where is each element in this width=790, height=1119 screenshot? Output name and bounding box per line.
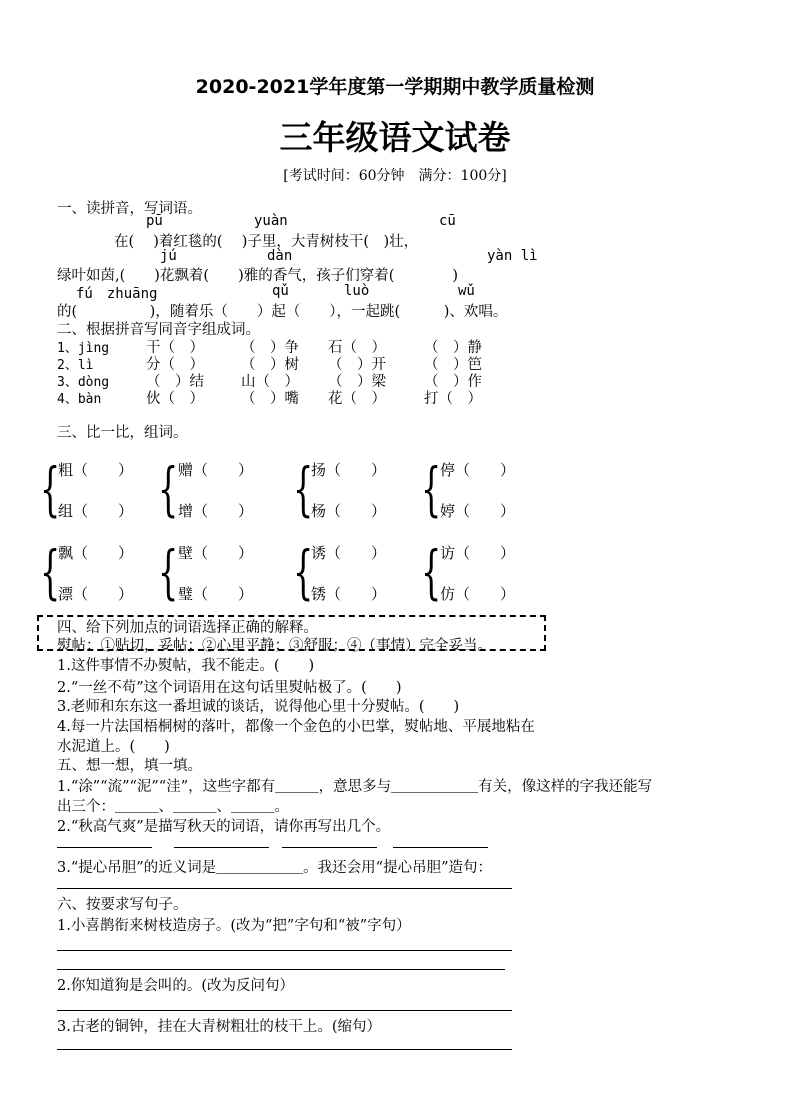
row-cell: 石（ ） bbox=[328, 340, 386, 356]
brace-icon: { bbox=[421, 455, 442, 523]
s4-question-4b: 水泥道上。( ) bbox=[57, 739, 170, 755]
s6-question-2: 2.你知道狗是会叫的。(改为反问句） bbox=[57, 978, 294, 994]
section-4-heading: 四、给下列加点的词语选择正确的解释。 bbox=[57, 620, 318, 636]
s5-question-1a: 1.“涂”“流”“泥”“洼”，这些字都有＿＿＿，意思多与＿＿＿＿＿＿有关，像这样的字我还能写 bbox=[57, 779, 653, 795]
row-cell: （ ）树 bbox=[241, 357, 299, 373]
section-2-heading: 二、根据拼音写同音字组成词。 bbox=[57, 322, 260, 338]
s6-question-1: 1.小喜鹊衔来树枝造房子。(改为“把”字句和“被”字句） bbox=[57, 918, 411, 934]
paper-title: 三年级语文试卷 bbox=[279, 118, 511, 157]
answer-line[interactable] bbox=[174, 847, 269, 848]
s4-question-1: 1.这件事情不办熨帖，我不能走。( ) bbox=[57, 658, 315, 674]
answer-line[interactable] bbox=[393, 847, 488, 848]
compare-item: 赠（ ） bbox=[178, 461, 254, 479]
row-cell: 花（ ） bbox=[328, 391, 386, 407]
row-cell: 打（ ） bbox=[424, 391, 482, 407]
row-cell: 干（ ） bbox=[146, 340, 204, 356]
s1-line-2: 绿叶如茵,( )花飘着( )雅的香气，孩子们穿着( ) bbox=[57, 268, 459, 284]
s5-question-2: 2.“秋高气爽”是描写秋天的词语，请你再写出几个。 bbox=[57, 819, 391, 835]
brace-icon: { bbox=[293, 538, 314, 606]
brace-icon: { bbox=[158, 538, 179, 606]
pinyin-dan: dàn bbox=[267, 248, 293, 264]
compare-item: 停（ ） bbox=[440, 461, 516, 479]
pinyin-luo: luò bbox=[344, 283, 370, 299]
answer-line[interactable] bbox=[57, 1049, 512, 1050]
row-cell: （ ）嘴 bbox=[241, 391, 299, 407]
section-5-heading: 五、想一想，填一填。 bbox=[57, 758, 202, 774]
section-1-heading: 一、读拼音，写词语。 bbox=[57, 201, 202, 217]
pinyin-pu: pū bbox=[146, 213, 163, 229]
answer-line[interactable] bbox=[57, 888, 512, 889]
row-cell: 分（ ） bbox=[146, 357, 204, 373]
brace-icon: { bbox=[40, 455, 61, 523]
section-3-heading: 三、比一比，组词。 bbox=[57, 425, 188, 441]
compare-item: 漂（ ） bbox=[58, 585, 134, 603]
compare-item: 诱（ ） bbox=[311, 544, 387, 562]
compare-item: 访（ ） bbox=[440, 544, 516, 562]
row-pinyin: 2、lì bbox=[57, 358, 94, 373]
s4-question-3: 3.老师和东东这一番坦诚的谈话，说得他心里十分熨帖。( ) bbox=[57, 699, 460, 715]
pinyin-wu: wǔ bbox=[458, 283, 475, 299]
compare-item: 婷（ ） bbox=[440, 502, 516, 520]
answer-line[interactable] bbox=[57, 969, 505, 970]
row-cell: （ ）结 bbox=[146, 374, 204, 390]
pinyin-fuzhuang: fú zhuāng bbox=[76, 286, 158, 302]
compare-item: 杨（ ） bbox=[311, 502, 387, 520]
compare-item: 飘（ ） bbox=[58, 544, 134, 562]
compare-item: 壁（ ） bbox=[178, 544, 254, 562]
row-pinyin: 1、jìng bbox=[57, 341, 110, 356]
s5-question-1b: 出三个：＿＿＿、＿＿＿、＿＿＿。 bbox=[57, 799, 289, 815]
s4-question-4a: 4.每一片法国梧桐树的落叶，都像一个金色的小巴掌，熨帖地、平展地粘在 bbox=[57, 719, 535, 735]
row-cell: 伙（ ） bbox=[146, 391, 204, 407]
compare-item: 粗（ ） bbox=[58, 461, 134, 479]
row-pinyin: 3、dòng bbox=[57, 375, 110, 390]
brace-icon: { bbox=[421, 538, 442, 606]
pinyin-yanli: yàn lì bbox=[487, 248, 538, 264]
row-pinyin: 4、bàn bbox=[57, 392, 102, 407]
row-cell: （ ）作 bbox=[424, 374, 482, 390]
brace-icon: { bbox=[40, 538, 61, 606]
compare-item: 仿（ ） bbox=[440, 585, 516, 603]
s6-question-3: 3.古老的铜钟，挂在大青树粗壮的枝干上。(缩句） bbox=[57, 1019, 381, 1035]
row-cell: （ ）静 bbox=[424, 340, 482, 356]
row-cell: （ ）笆 bbox=[424, 357, 482, 373]
row-cell: 山（ ） bbox=[241, 374, 299, 390]
compare-item: 增（ ） bbox=[178, 502, 254, 520]
brace-icon: { bbox=[293, 455, 314, 523]
s1-line-1: 在( )着红毯的( )子里，大青树枝干( )壮， bbox=[114, 234, 419, 250]
row-cell: （ ）梁 bbox=[328, 374, 386, 390]
s1-line-3: 的( )，随着乐（ ）起（ ），一起跳( )、欢唱。 bbox=[57, 304, 508, 320]
answer-line[interactable] bbox=[57, 1010, 512, 1011]
pinyin-qu: qǔ bbox=[272, 283, 289, 299]
row-cell: （ ）开 bbox=[328, 357, 386, 373]
answer-line[interactable] bbox=[282, 847, 377, 848]
compare-item: 锈（ ） bbox=[311, 585, 387, 603]
row-cell: （ ）争 bbox=[241, 340, 299, 356]
section-6-heading: 六、按要求写句子。 bbox=[57, 897, 188, 913]
compare-item: 组（ ） bbox=[58, 502, 134, 520]
compare-item: 璧（ ） bbox=[178, 585, 254, 603]
definition-text: 熨帖：①贴切，妥帖；②心里平静；③舒服；④（事情）完全妥当。 bbox=[57, 638, 492, 654]
s5-question-3: 3.“提心吊胆”的近义词是＿＿＿＿＿＿。我还会用“提心吊胆”造句： bbox=[57, 860, 492, 876]
s4-question-2: 2.“一丝不苟”这个词语用在这句话里熨帖极了。( ) bbox=[57, 680, 402, 696]
brace-icon: { bbox=[158, 455, 179, 523]
answer-line[interactable] bbox=[57, 847, 152, 848]
pinyin-ju: jú bbox=[160, 248, 177, 264]
answer-line[interactable] bbox=[57, 950, 512, 951]
exam-title: 2020-2021学年度第一学期期中教学质量检测 bbox=[195, 76, 595, 98]
pinyin-cu: cū bbox=[439, 213, 456, 229]
exam-info: [考试时间：60分钟 满分：100分] bbox=[283, 168, 507, 184]
pinyin-yuan: yuàn bbox=[254, 213, 288, 229]
compare-item: 扬（ ） bbox=[311, 461, 387, 479]
